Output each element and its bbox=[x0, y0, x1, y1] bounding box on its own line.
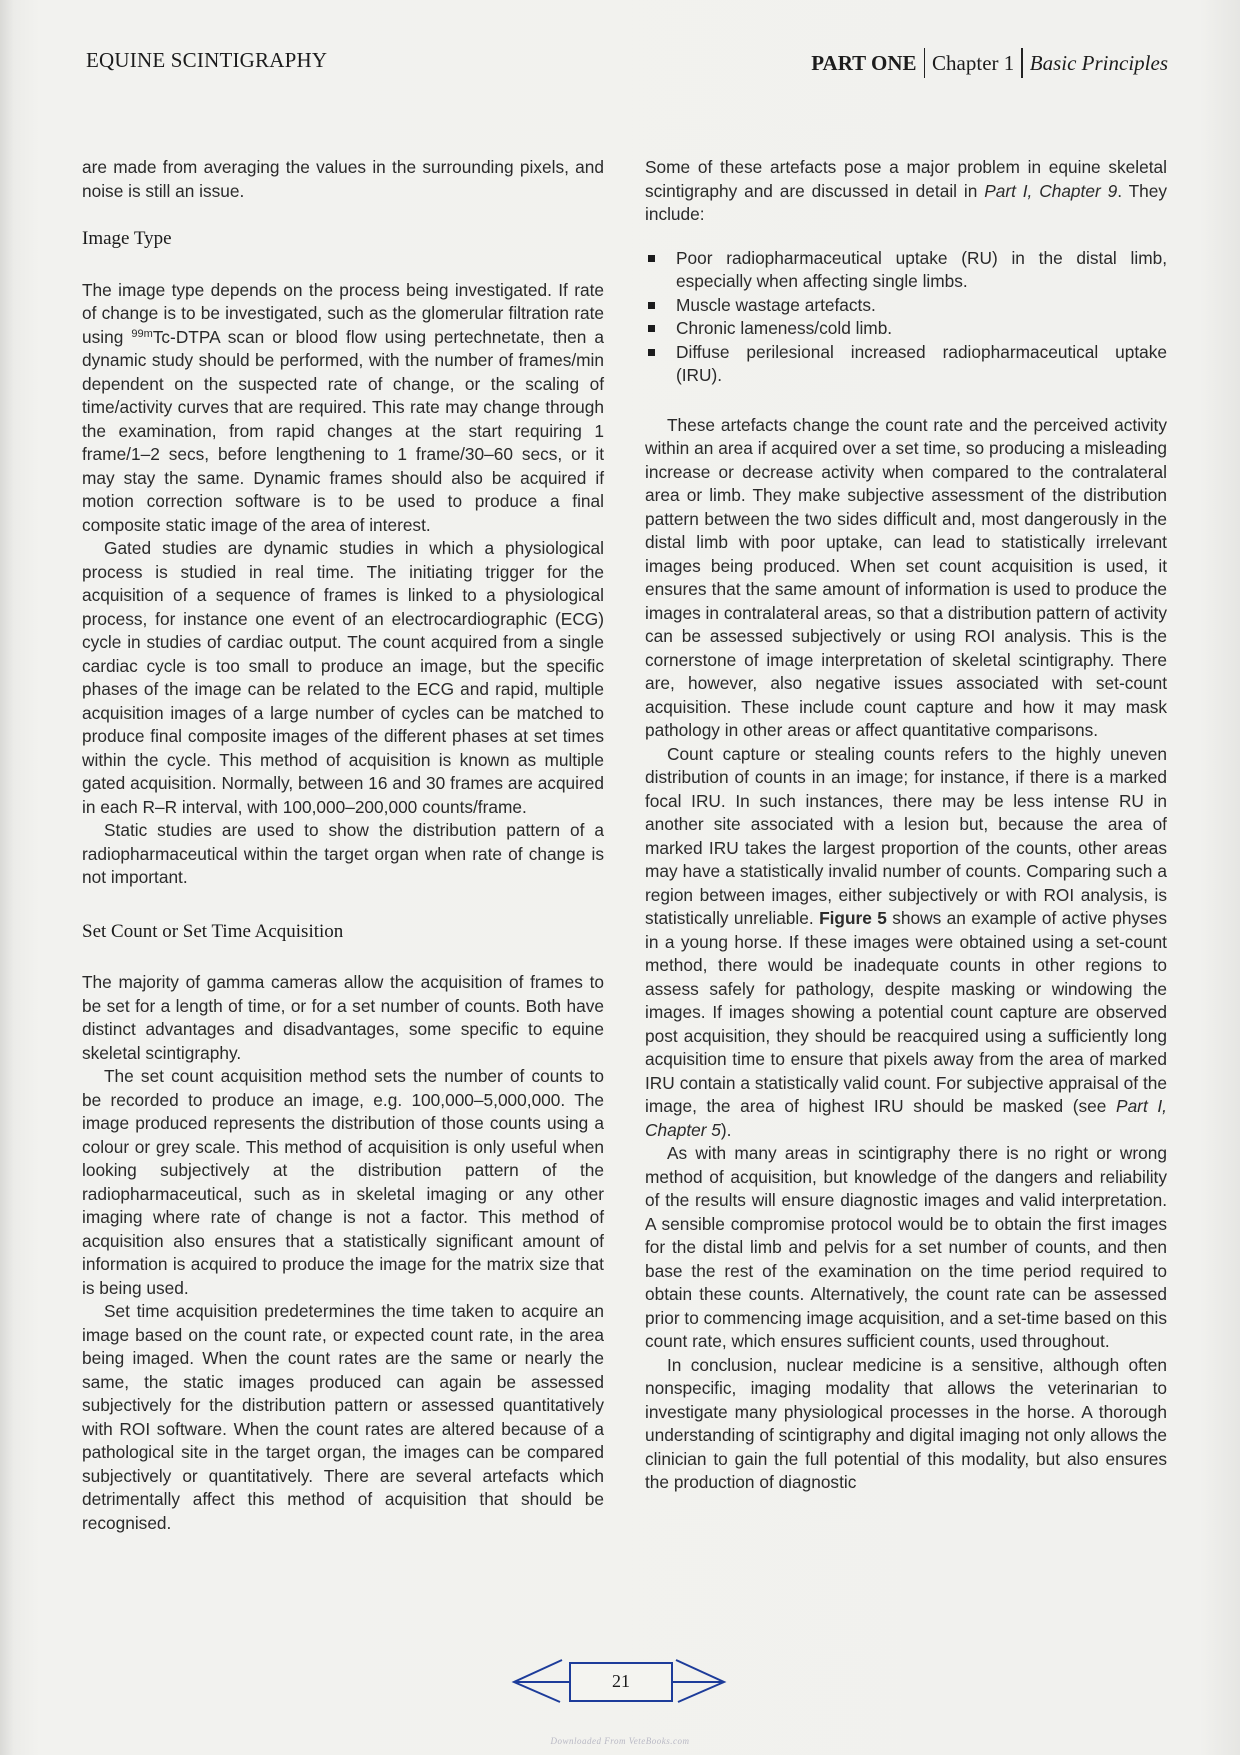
paragraph: Some of these artefacts pose a major problem in equine skeletal scintigraphy and are discussed in detail in Part I, Chapter 9. They include: bbox=[645, 157, 1167, 224]
list-item: Poor radiopharmaceutical uptake (RU) in the distal limb, especially when affecting single limbs. bbox=[645, 247, 1167, 294]
paragraph: The set count acquisition method sets the number of counts to be recorded to produce an image, e.g. 100,000–5,000,000. The image produced represents the distribution of those counts using a colour or grey scale. This method of acquisition is only useful when looking subjectively at the distribution pattern of the radiopharmaceutical, such as in skeletal imaging or any other imaging where rate of change is not a factor. This method of acquisition also ensures that a statistically significant amount of information is acquired to produce the image for the matrix size that is being used. bbox=[82, 1066, 604, 1298]
section-heading-image-type: Image Type bbox=[82, 228, 172, 249]
paragraph: Count capture or stealing counts refers to the highly uneven distribution of counts in an image; for instance, if there is a marked focal IRU. In such instances, there may be less intense RU in another site associated with a lesion but, because the area of marked IRU takes the largest proportion of the counts, other areas may have a statistically invalid number of counts. Comparing such a region between images, either subjectively or with ROI analysis, is statistically unreliable. Figure 5 shows an example of active physes in a young horse. If these images were obtained using a set-count method, there would be inadequate counts in other regions to assess safely for pathology, despite masking or windowing the images. If images showing a potential count capture are observed post acquisition, they should be reacquired using a sufficiently long acquisition time to ensure that pixels away from the area of marked IRU contain a statistically valid count. For subjective appraisal of the image, the area of highest IRU should be masked (see Part I, Chapter 5). bbox=[645, 743, 1168, 1140]
chapter-label: Chapter 1 bbox=[932, 51, 1015, 75]
download-watermark: Downloaded From VeteBooks.com bbox=[550, 1736, 690, 1746]
left-column bbox=[82, 156, 604, 1535]
right-column bbox=[645, 156, 1167, 1495]
list-item: Diffuse perilesional increased radiopharmaceutical uptake (IRU). bbox=[645, 341, 1167, 388]
paragraph: Static studies are used to show the distribution pattern of a radiopharmaceutical within the target organ when rate of change is not important. bbox=[82, 820, 604, 887]
paragraph: In conclusion, nuclear medicine is a sensitive, although often nonspecific, imaging modality that allows the veterinarian to investigate many physiological processes in the horse. A thorough understanding of scintigraphy and digital imaging not only allows the clinician to gain the full potential of this modality, but also ensures the production of diagnostic bbox=[645, 1354, 1167, 1492]
paragraph: The image type depends on the process being investigated. If rate of change is to be investigated, such as the glomerular filtration rate using $^{99m}$Tc-DTPA scan or blood flow using pertechnetate, then a dynamic study should be performed, with the number of frames/min dependent on the suspected rate of change, or the scaling of time/activity curves that are required. This rate may change through the examination, from rapid changes at the start requiring 1 frame/1–2 secs, before lengthening to 1 frame/30–60 secs, or it may stay the same. Dynamic frames should also be acquired if motion correction software is to be used to produce a final composite static image of the area of interest. bbox=[82, 279, 604, 535]
part-label: PART ONE bbox=[811, 51, 917, 75]
chapter-heading bbox=[811, 48, 1168, 78]
list-item: Chronic lameness/cold limb. bbox=[645, 317, 1167, 341]
paragraph: are made from averaging the values in the surrounding pixels, and noise is still an issue. bbox=[82, 157, 604, 201]
separator bbox=[924, 48, 926, 78]
chapter-subtitle: Basic Principles bbox=[1029, 51, 1168, 75]
running-head bbox=[86, 48, 1168, 82]
cross-reference: Part I, Chapter 9 bbox=[984, 180, 1118, 201]
figure-reference: Figure 5 bbox=[819, 908, 887, 928]
page-number-ornament bbox=[504, 1658, 734, 1706]
list-item: Muscle wastage artefacts. bbox=[645, 294, 1167, 318]
section-heading-set-count: Set Count or Set Time Acquisition bbox=[82, 920, 344, 942]
separator bbox=[1021, 48, 1023, 78]
paragraph: As with many areas in scintigraphy there is no right or wrong method of acquisition, but knowledge of the dangers and reliability of the results will ensure diagnostic images and valid interpretation. A sensible compromise protocol would be to obtain the first images for the distal limb and pelvis for a set number of counts, and then base the rest of the examination on the time period required to obtain these counts. Alternatively, the count rate can be assessed prior to commencing image acquisition, and a set-time based on this count rate, which ensures sufficient counts, used throughout. bbox=[645, 1143, 1167, 1351]
artefact-list bbox=[645, 247, 1167, 388]
paragraph: The majority of gamma cameras allow the acquisition of frames to be set for a length of time, or for a set number of counts. Both have distinct advantages and disadvantages, some specific to equine skeletal scintigraphy. bbox=[82, 972, 604, 1063]
cross-reference: Part I, Chapter 5 bbox=[645, 1096, 1167, 1140]
page-number: 21 bbox=[569, 1662, 673, 1702]
paragraph: Gated studies are dynamic studies in which a physiological process is studied in real time. The initiating trigger for the acquisition of a sequence of frames is linked to a physiological process, for instance one event of an electrocardiographic (ECG) cycle in studies of cardiac output. The count acquired from a single cardiac cycle is too small to produce an image, but the specific phases of the image can be related to the ECG and rapid, multiple acquisition images of a large number of cycles can be matched to produce final composite images of the different phases at set times within the cycle. This method of acquisition is known as multiple gated acquisition. Normally, between 16 and 30 frames are acquired in each R–R interval, with 100,000–200,000 counts/frame. bbox=[82, 538, 604, 817]
book-title: EQUINE SCINTIGRAPHY bbox=[86, 48, 328, 72]
paragraph: Set time acquisition predetermines the time taken to acquire an image based on the count rate, or expected count rate, in the area being imaged. When the count rates are the same or nearly the same, the static images produced can again be assessed subjectively for the distribution pattern or assessed quantitatively with ROI software. When the count rates are altered because of a pathological site in the target organ, the images can be compared subjectively or quantitatively. There are several artefacts which detrimentally affect this method of acquisition that should be recognised. bbox=[82, 1301, 604, 1533]
paragraph: These artefacts change the count rate and the perceived activity within an area if acquired over a set time, so producing a misleading increase or decrease activity when compared to the contralateral area or limb. They make subjective assessment of the distribution pattern between the two sides difficult and, most dangerously in the distal limb with poor uptake, can lead to statistically irrelevant images being produced. When set count acquisition is used, it ensures that the same amount of information is used to produce the images in contralateral areas, so that a distribution pattern of activity can be assessed subjectively or using ROI analysis. This is the cornerstone of image interpretation of skeletal scintigraphy. There are, however, also negative issues associated with set-count acquisition. These include count capture and how it may mask pathology in other areas or affect quantitative comparisons. bbox=[645, 414, 1167, 740]
